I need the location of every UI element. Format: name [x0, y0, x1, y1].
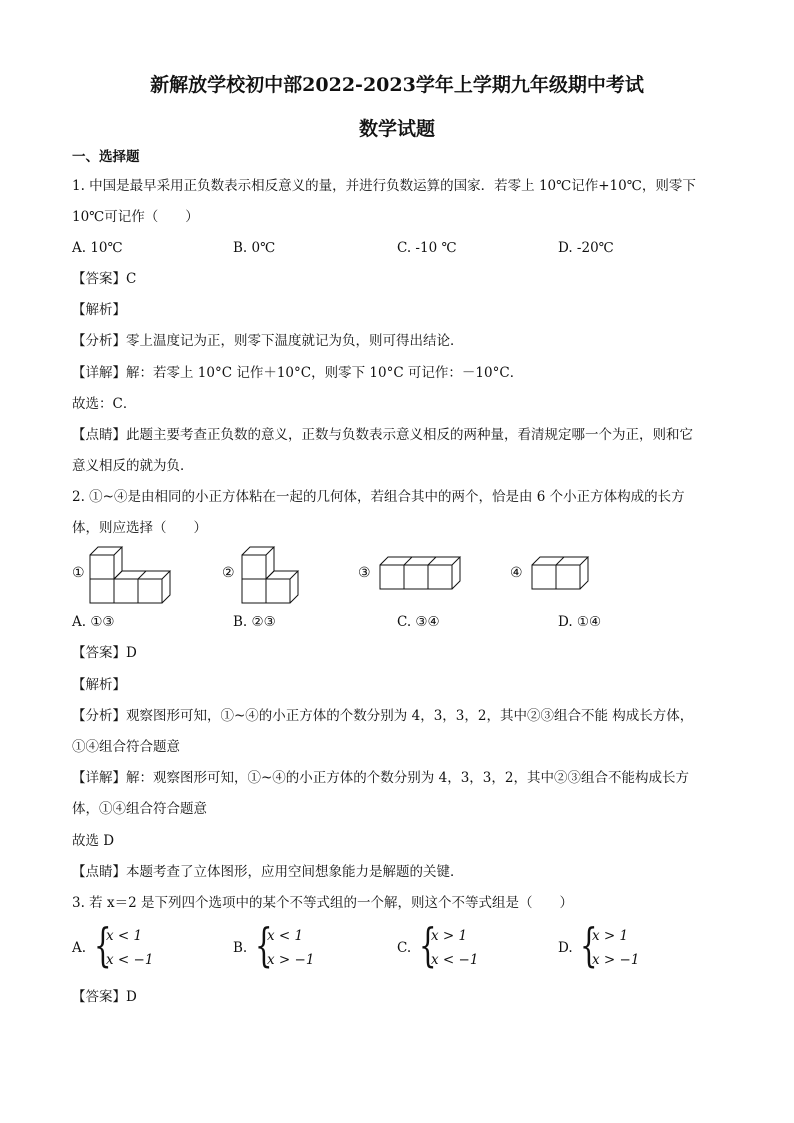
q2-fenxi-line2: ①④组合符合题意 [72, 739, 180, 755]
figure-4-label: ④ [510, 565, 523, 581]
q1-analysis-label: 【解析】 [72, 302, 126, 318]
q2-option-c: C. ③④ [397, 614, 440, 630]
brace-icon: { [94, 918, 112, 972]
q2-option-d: D. ①④ [558, 614, 602, 630]
q3-option-b-row1: x < 1 [267, 928, 304, 944]
figure-3-cubes [378, 543, 478, 605]
q3-option-a-row2: x < −1 [106, 952, 154, 968]
brace-icon: { [419, 918, 437, 972]
q1-dianjing-line1: 【点睛】此题主要考查正负数的意义，正数与负数表示意义相反的两种量，看清规定哪一个为正，则和它 [72, 427, 693, 443]
q1-option-c: C. -10 ℃ [397, 240, 457, 256]
q2-fenxi-line1: 【分析】观察图形可知，①~④的小正方体的个数分别为 4，3，3，2，其中②③组合不能 构成长方体， [72, 708, 694, 724]
q3-stem: 3. 若 x＝2 是下列四个选项中的某个不等式组的一个解，则这个不等式组是（ ） [72, 895, 573, 911]
figure-3-label: ③ [358, 565, 371, 581]
q3-option-d-row2: x > −1 [592, 952, 640, 968]
q3-option-a-label: A. [72, 940, 87, 956]
figure-1-label: ① [72, 565, 85, 581]
page-title: 新解放学校初中部2022-2023学年上学期九年级期中考试 [150, 74, 644, 96]
q2-option-a: A. ①③ [72, 614, 115, 630]
q1-stem-line2: 10℃可记作（ ） [72, 209, 199, 225]
q1-option-d: D. -20℃ [558, 240, 614, 256]
brace-icon: { [255, 918, 273, 972]
q3-option-d-row1: x > 1 [592, 928, 629, 944]
q1-option-b: B. 0℃ [233, 240, 276, 256]
q3-option-c-label: C. [397, 940, 412, 956]
q2-xiangjie-line2: 体，①④组合符合题意 [72, 801, 207, 817]
q3-option-a-row1: x < 1 [106, 928, 143, 944]
q1-fenxi: 【分析】零上温度记为正，则零下温度就记为负，则可得出结论． [72, 333, 464, 349]
q2-dianjing: 【点睛】本题考查了立体图形，应用空间想象能力是解题的关键． [72, 864, 464, 880]
q3-option-c-row1: x > 1 [431, 928, 468, 944]
q3-option-b-label: B. [233, 940, 248, 956]
section-heading: 一、选择题 [72, 149, 140, 165]
figure-1-cubes [88, 543, 188, 605]
q2-analysis-label: 【解析】 [72, 677, 126, 693]
q2-option-b: B. ②③ [233, 614, 276, 630]
q1-dianjing-line2: 意义相反的就为负． [72, 458, 194, 474]
figure-2-cubes [240, 543, 320, 605]
q2-stem-line2: 体，则应选择（ ） [72, 520, 207, 536]
q2-xiangjie-line1: 【详解】解：观察图形可知，①~④的小正方体的个数分别为 4，3，3，2，其中②③组合不能构成长方 [72, 770, 689, 786]
page-subtitle: 数学试题 [358, 118, 435, 140]
q3-option-d-label: D. [558, 940, 573, 956]
q3-option-c-row2: x < −1 [431, 952, 479, 968]
q1-option-a: A. 10℃ [72, 240, 123, 256]
q2-stem-line1: 2. ①~④是由相同的小正方体粘在一起的几何体，若组合其中的两个，恰是由 6 个小正方体构成的长方 [72, 489, 685, 505]
q3-answer: 【答案】D [72, 989, 137, 1005]
q2-conclusion: 故选 D [72, 833, 115, 849]
q2-answer: 【答案】D [72, 645, 137, 661]
q1-stem-line1: 1. 中国是最早采用正负数表示相反意义的量，并进行负数运算的国家．若零上 10℃记作+10℃，则零下 [72, 178, 696, 194]
q3-option-b-row2: x > −1 [267, 952, 315, 968]
brace-icon: { [580, 918, 598, 972]
q1-xiangjie: 【详解】解：若零上 10°C 记作＋10°C，则零下 10°C 可记作：－10°C． [72, 365, 524, 381]
figure-4-cubes [530, 543, 610, 605]
q1-answer: 【答案】C [72, 271, 137, 287]
figure-2-label: ② [222, 565, 235, 581]
q1-conclusion: 故选：C． [72, 396, 137, 412]
